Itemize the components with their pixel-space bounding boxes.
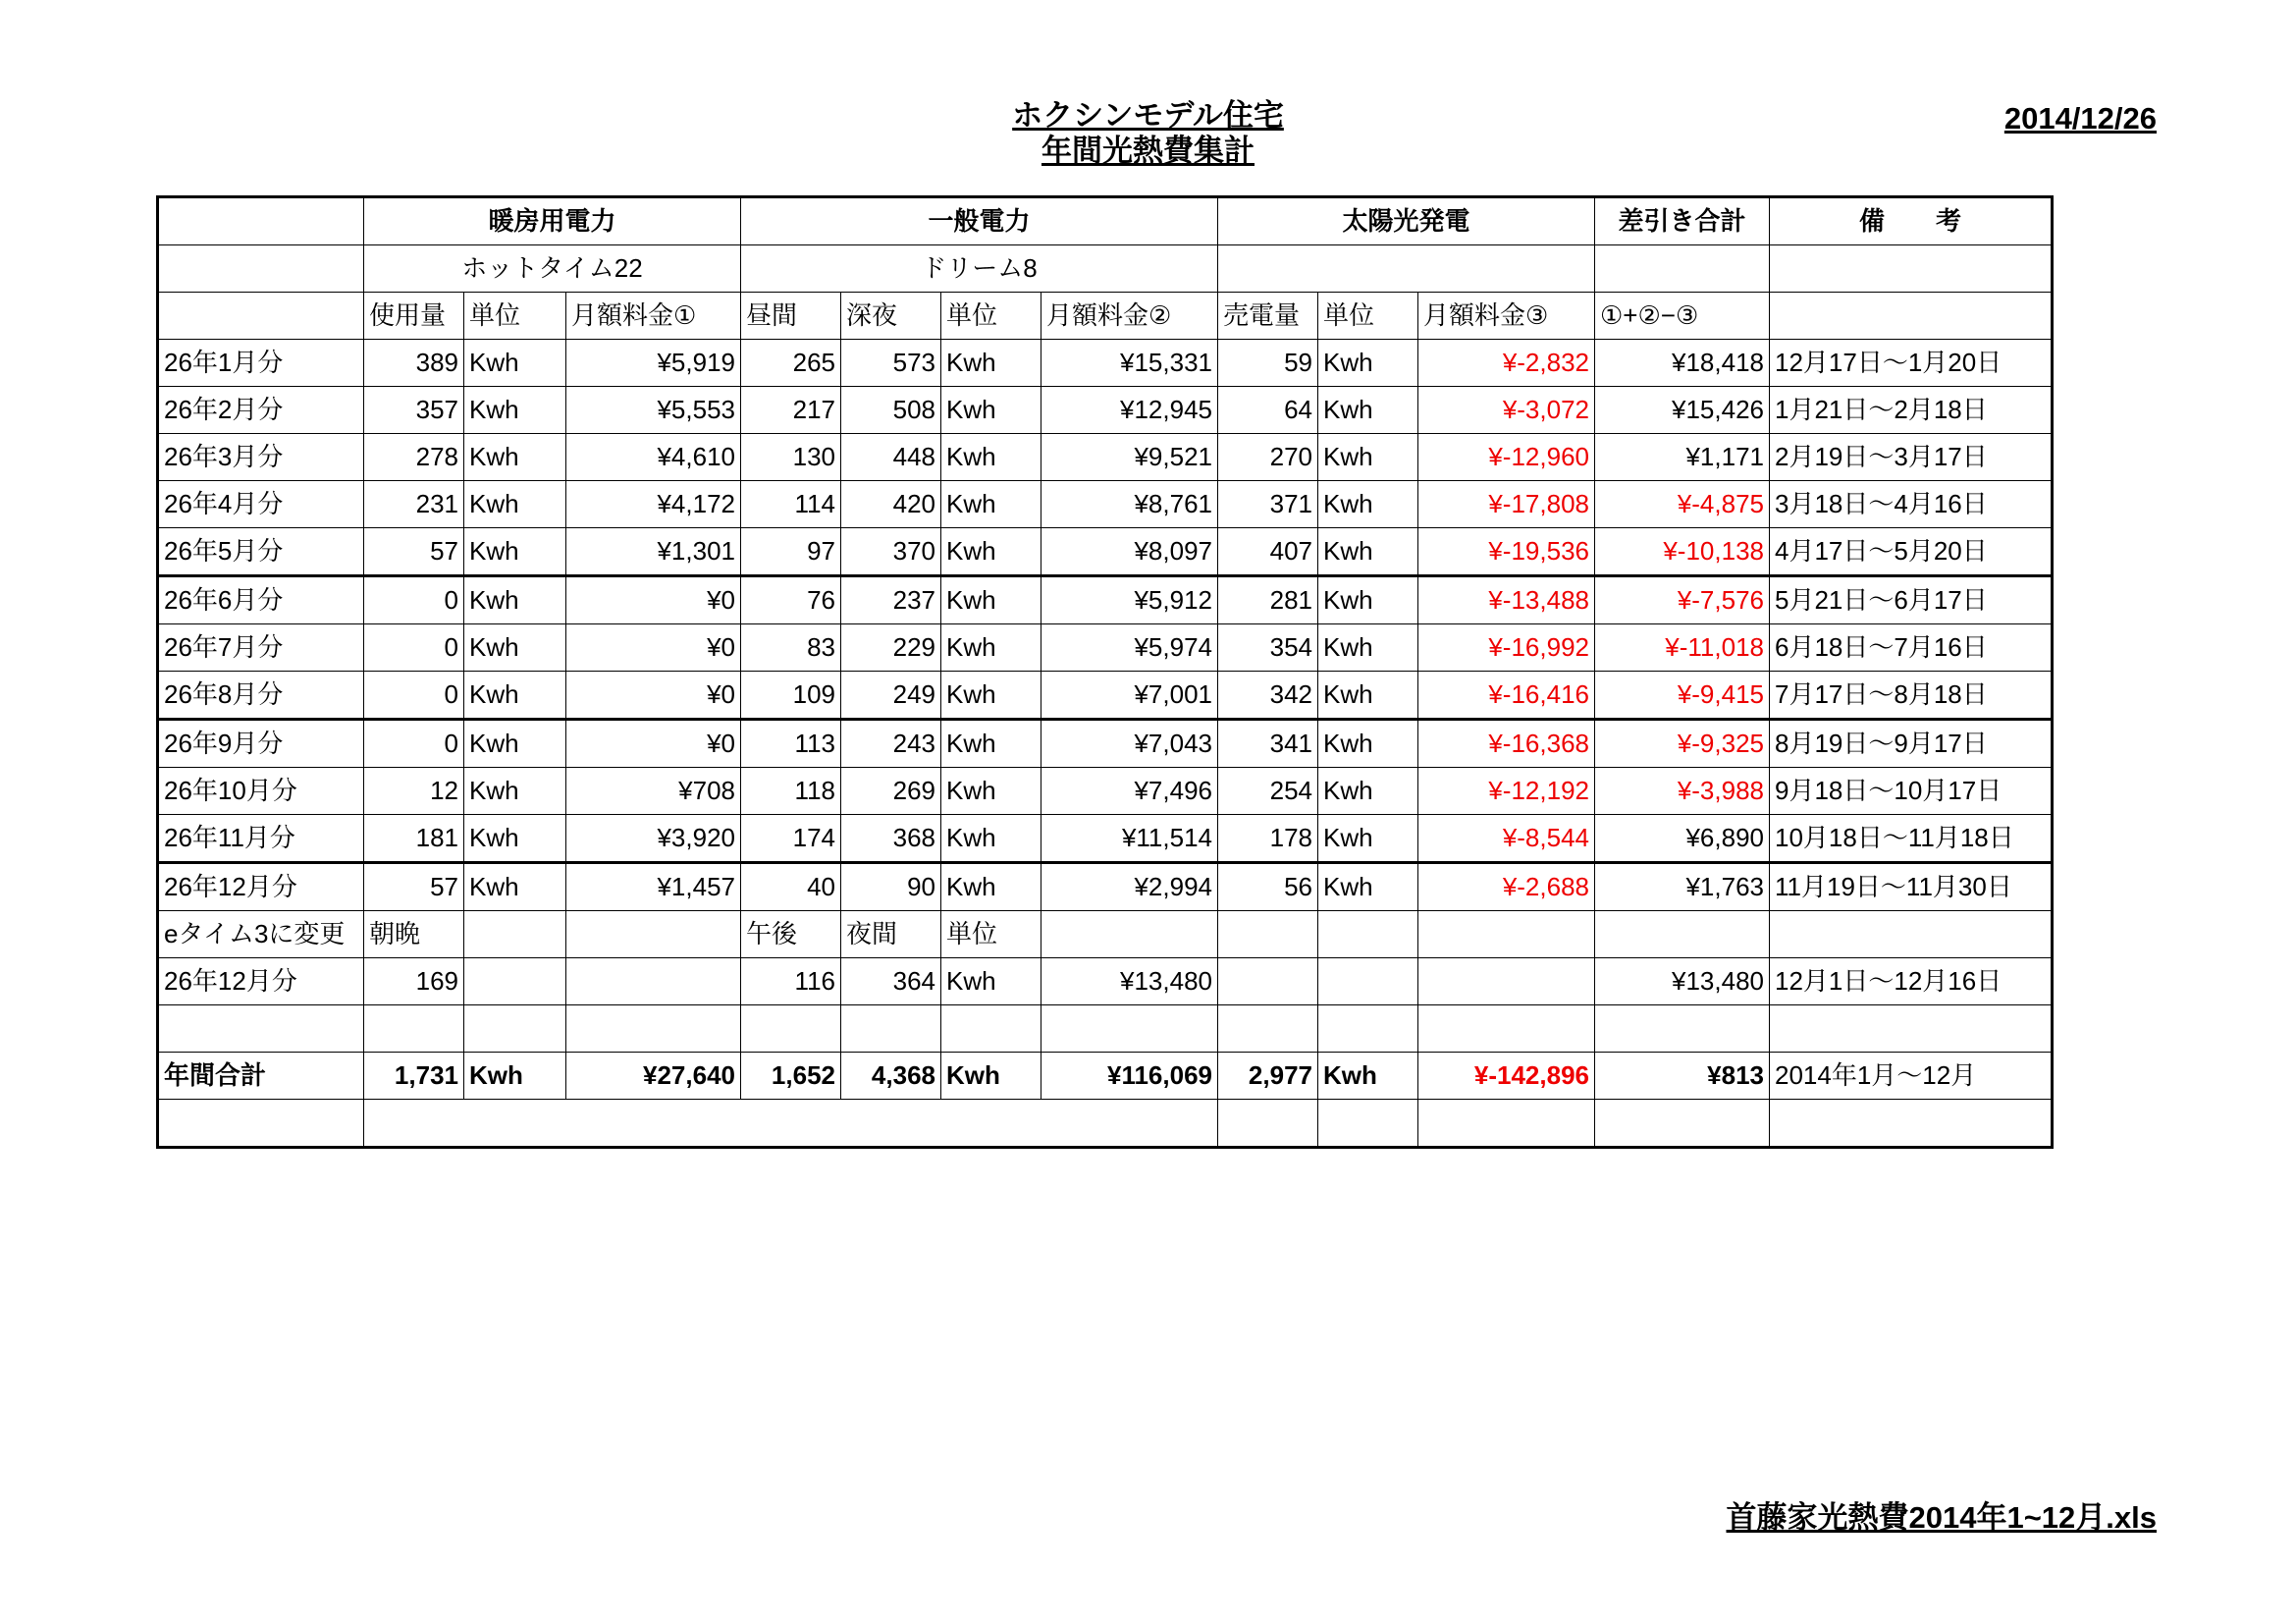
data-cell: ¥6,890 bbox=[1595, 815, 1770, 863]
data-cell: 217 bbox=[741, 387, 841, 434]
data-cell: ¥-9,325 bbox=[1595, 720, 1770, 768]
data-cell: 116 bbox=[741, 958, 841, 1005]
data-cell: Kwh bbox=[941, 528, 1041, 576]
blank-cell bbox=[566, 1005, 741, 1053]
blank-cell bbox=[1770, 1005, 2053, 1053]
data-cell: 508 bbox=[841, 387, 941, 434]
row-label: eタイム3に変更 bbox=[158, 911, 364, 958]
data-cell: 57 bbox=[364, 528, 464, 576]
data-cell: ¥0 bbox=[566, 576, 741, 624]
data-cell: ¥-4,875 bbox=[1595, 481, 1770, 528]
data-cell: ¥7,001 bbox=[1041, 672, 1218, 720]
data-cell: 341 bbox=[1218, 720, 1318, 768]
column-header: ①+②−③ bbox=[1595, 293, 1770, 340]
month-row bbox=[158, 958, 2053, 1005]
data-cell bbox=[464, 958, 566, 1005]
data-cell: 254 bbox=[1218, 768, 1318, 815]
data-cell: ¥116,069 bbox=[1041, 1053, 1218, 1100]
remarks-cell: 8月19日～9月17日 bbox=[1770, 720, 2053, 768]
data-cell bbox=[1218, 958, 1318, 1005]
data-cell: Kwh bbox=[1318, 1053, 1418, 1100]
data-cell: 130 bbox=[741, 434, 841, 481]
data-cell: Kwh bbox=[1318, 815, 1418, 863]
group-general-power: 一般電力 bbox=[741, 197, 1218, 245]
row-label: 26年1月分 bbox=[158, 340, 364, 387]
data-cell: Kwh bbox=[464, 863, 566, 911]
data-cell: Kwh bbox=[464, 340, 566, 387]
data-cell: Kwh bbox=[1318, 672, 1418, 720]
data-cell: Kwh bbox=[1318, 768, 1418, 815]
data-cell: Kwh bbox=[464, 624, 566, 672]
data-cell: Kwh bbox=[1318, 528, 1418, 576]
data-cell: 278 bbox=[364, 434, 464, 481]
blank-cell bbox=[1318, 1100, 1418, 1148]
blank-cell bbox=[158, 1005, 364, 1053]
blank-row bbox=[158, 1005, 2053, 1053]
data-cell: ¥-3,988 bbox=[1595, 768, 1770, 815]
plan-hot-time: ホットタイム22 bbox=[364, 245, 741, 293]
data-cell: Kwh bbox=[1318, 481, 1418, 528]
document-subtitle: 年間光熱費集計 bbox=[1041, 134, 1255, 168]
data-cell: ¥-142,896 bbox=[1418, 1053, 1595, 1100]
remarks-cell: 12月1日～12月16日 bbox=[1770, 958, 2053, 1005]
data-cell: ¥5,974 bbox=[1041, 624, 1218, 672]
month-row bbox=[158, 815, 2053, 863]
data-cell: ¥27,640 bbox=[566, 1053, 741, 1100]
data-cell: Kwh bbox=[941, 720, 1041, 768]
data-cell: ¥15,331 bbox=[1041, 340, 1218, 387]
data-cell bbox=[1418, 958, 1595, 1005]
month-row bbox=[158, 863, 2053, 911]
data-cell: Kwh bbox=[1318, 387, 1418, 434]
blank-cell bbox=[841, 1005, 941, 1053]
data-cell: ¥-16,992 bbox=[1418, 624, 1595, 672]
data-cell bbox=[1418, 911, 1595, 958]
data-cell: Kwh bbox=[1318, 624, 1418, 672]
data-cell: 114 bbox=[741, 481, 841, 528]
group-solar-power: 太陽光発電 bbox=[1218, 197, 1595, 245]
data-cell: Kwh bbox=[941, 863, 1041, 911]
data-cell: 83 bbox=[741, 624, 841, 672]
month-row bbox=[158, 768, 2053, 815]
blank-cell bbox=[1041, 1005, 1218, 1053]
month-row bbox=[158, 672, 2053, 720]
data-cell: ¥-9,415 bbox=[1595, 672, 1770, 720]
column-header-row bbox=[158, 293, 2053, 340]
blank-cell bbox=[1595, 1100, 1770, 1148]
data-cell: 420 bbox=[841, 481, 941, 528]
data-cell: 368 bbox=[841, 815, 941, 863]
data-cell: ¥15,426 bbox=[1595, 387, 1770, 434]
data-cell: ¥12,945 bbox=[1041, 387, 1218, 434]
data-cell: 174 bbox=[741, 815, 841, 863]
data-cell: Kwh bbox=[941, 672, 1041, 720]
data-cell: ¥-2,688 bbox=[1418, 863, 1595, 911]
data-cell: 12 bbox=[364, 768, 464, 815]
blank-cell bbox=[1318, 1005, 1418, 1053]
data-cell: ¥-13,488 bbox=[1418, 576, 1595, 624]
remarks-cell: 5月21日～6月17日 bbox=[1770, 576, 2053, 624]
data-cell: 243 bbox=[841, 720, 941, 768]
data-cell: Kwh bbox=[464, 576, 566, 624]
data-cell: 57 bbox=[364, 863, 464, 911]
blank-cell bbox=[741, 1005, 841, 1053]
row-label: 26年8月分 bbox=[158, 672, 364, 720]
blank-cell bbox=[941, 1005, 1041, 1053]
plan-dream: ドリーム8 bbox=[741, 245, 1218, 293]
row-label: 26年12月分 bbox=[158, 863, 364, 911]
month-row bbox=[158, 528, 2053, 576]
data-cell: Kwh bbox=[941, 340, 1041, 387]
remarks-cell: 10月18日～11月18日 bbox=[1770, 815, 2053, 863]
row-label: 26年11月分 bbox=[158, 815, 364, 863]
blank-row bbox=[158, 1100, 2053, 1148]
remarks-cell: 11月19日～11月30日 bbox=[1770, 863, 2053, 911]
remarks-cell: 6月18日～7月16日 bbox=[1770, 624, 2053, 672]
blank-cell bbox=[364, 1005, 464, 1053]
column-header: 月額料金③ bbox=[1418, 293, 1595, 340]
data-cell: ¥18,418 bbox=[1595, 340, 1770, 387]
data-cell: ¥-10,138 bbox=[1595, 528, 1770, 576]
month-row bbox=[158, 481, 2053, 528]
data-cell: 0 bbox=[364, 624, 464, 672]
column-header: 売電量 bbox=[1218, 293, 1318, 340]
data-cell: Kwh bbox=[941, 815, 1041, 863]
data-cell: ¥-19,536 bbox=[1418, 528, 1595, 576]
data-cell bbox=[566, 911, 741, 958]
data-cell: 178 bbox=[1218, 815, 1318, 863]
row-label: 26年3月分 bbox=[158, 434, 364, 481]
column-header: 単位 bbox=[1318, 293, 1418, 340]
remarks-cell bbox=[1770, 911, 2053, 958]
group-net-total: 差引き合計 bbox=[1595, 197, 1770, 245]
data-cell: 269 bbox=[841, 768, 941, 815]
blank-cell bbox=[1418, 1100, 1595, 1148]
data-cell: 0 bbox=[364, 672, 464, 720]
data-cell: ¥0 bbox=[566, 624, 741, 672]
row-label: 26年2月分 bbox=[158, 387, 364, 434]
blank-cell bbox=[158, 1100, 364, 1148]
blank-cell bbox=[1595, 1005, 1770, 1053]
data-cell: Kwh bbox=[464, 434, 566, 481]
row-label: 26年4月分 bbox=[158, 481, 364, 528]
data-cell: ¥-7,576 bbox=[1595, 576, 1770, 624]
data-cell: Kwh bbox=[464, 720, 566, 768]
data-cell: Kwh bbox=[464, 768, 566, 815]
data-cell: ¥7,043 bbox=[1041, 720, 1218, 768]
data-cell: ¥708 bbox=[566, 768, 741, 815]
data-cell: Kwh bbox=[941, 434, 1041, 481]
data-cell: ¥-2,832 bbox=[1418, 340, 1595, 387]
document-date: 2014/12/26 bbox=[2003, 101, 2157, 135]
data-cell: Kwh bbox=[941, 958, 1041, 1005]
data-cell: Kwh bbox=[464, 672, 566, 720]
column-header: 月額料金② bbox=[1041, 293, 1218, 340]
blank-cell bbox=[158, 197, 364, 245]
month-row bbox=[158, 434, 2053, 481]
group-heating-power: 暖房用電力 bbox=[364, 197, 741, 245]
column-header: 月額料金① bbox=[566, 293, 741, 340]
data-cell: 249 bbox=[841, 672, 941, 720]
data-cell: 40 bbox=[741, 863, 841, 911]
data-cell: ¥13,480 bbox=[1595, 958, 1770, 1005]
column-header: 単位 bbox=[464, 293, 566, 340]
row-label: 26年7月分 bbox=[158, 624, 364, 672]
data-cell: Kwh bbox=[1318, 340, 1418, 387]
data-cell: ¥8,097 bbox=[1041, 528, 1218, 576]
data-cell: 231 bbox=[364, 481, 464, 528]
blank-cell bbox=[158, 293, 364, 340]
annual-utility-table bbox=[156, 195, 2054, 1149]
data-cell: 357 bbox=[364, 387, 464, 434]
remarks-cell: 7月17日～8月18日 bbox=[1770, 672, 2053, 720]
data-cell: 265 bbox=[741, 340, 841, 387]
data-cell: ¥5,553 bbox=[566, 387, 741, 434]
data-cell: ¥5,919 bbox=[566, 340, 741, 387]
data-cell bbox=[1318, 911, 1418, 958]
data-cell: ¥-16,368 bbox=[1418, 720, 1595, 768]
data-cell: ¥-16,416 bbox=[1418, 672, 1595, 720]
data-cell: 113 bbox=[741, 720, 841, 768]
data-cell: ¥4,172 bbox=[566, 481, 741, 528]
data-cell: 270 bbox=[1218, 434, 1318, 481]
data-cell: Kwh bbox=[941, 481, 1041, 528]
remarks-cell: 12月17日～1月20日 bbox=[1770, 340, 2053, 387]
data-cell: ¥1,171 bbox=[1595, 434, 1770, 481]
data-cell: ¥813 bbox=[1595, 1053, 1770, 1100]
annual-total-row bbox=[158, 1053, 2053, 1100]
data-cell: 281 bbox=[1218, 576, 1318, 624]
row-label: 26年9月分 bbox=[158, 720, 364, 768]
data-cell: 朝晩 bbox=[364, 911, 464, 958]
data-cell: ¥13,480 bbox=[1041, 958, 1218, 1005]
month-row bbox=[158, 340, 2053, 387]
data-cell: Kwh bbox=[941, 1053, 1041, 1100]
data-cell: 371 bbox=[1218, 481, 1318, 528]
data-cell bbox=[1218, 911, 1318, 958]
data-cell: Kwh bbox=[1318, 576, 1418, 624]
remarks-cell: 2月19日～3月17日 bbox=[1770, 434, 2053, 481]
data-cell: Kwh bbox=[941, 387, 1041, 434]
data-cell: Kwh bbox=[464, 387, 566, 434]
data-cell: Kwh bbox=[1318, 434, 1418, 481]
data-cell: ¥7,496 bbox=[1041, 768, 1218, 815]
data-cell bbox=[464, 911, 566, 958]
data-cell: 76 bbox=[741, 576, 841, 624]
column-header: 使用量 bbox=[364, 293, 464, 340]
data-cell: 64 bbox=[1218, 387, 1318, 434]
data-cell: 0 bbox=[364, 576, 464, 624]
data-cell: 0 bbox=[364, 720, 464, 768]
month-row bbox=[158, 624, 2053, 672]
group-header-row bbox=[158, 197, 2053, 245]
data-cell: Kwh bbox=[464, 481, 566, 528]
remarks-cell: 2014年1月～12月 bbox=[1770, 1053, 2053, 1100]
month-row bbox=[158, 576, 2053, 624]
blank-cell bbox=[364, 1100, 1218, 1148]
blank-cell bbox=[1595, 245, 1770, 293]
data-cell: 370 bbox=[841, 528, 941, 576]
data-cell bbox=[1041, 911, 1218, 958]
month-row bbox=[158, 720, 2053, 768]
data-cell: ¥-12,960 bbox=[1418, 434, 1595, 481]
tariff-change-row bbox=[158, 911, 2053, 958]
data-cell: Kwh bbox=[941, 624, 1041, 672]
data-cell: ¥4,610 bbox=[566, 434, 741, 481]
data-cell: 573 bbox=[841, 340, 941, 387]
data-cell: ¥0 bbox=[566, 720, 741, 768]
data-cell: 午後 bbox=[741, 911, 841, 958]
document-title: ホクシンモデル住宅 bbox=[1012, 98, 1284, 133]
blank-cell bbox=[1418, 1005, 1595, 1053]
data-cell: 229 bbox=[841, 624, 941, 672]
data-cell: 夜間 bbox=[841, 911, 941, 958]
data-cell: 4,368 bbox=[841, 1053, 941, 1100]
data-cell: 118 bbox=[741, 768, 841, 815]
data-cell bbox=[1318, 958, 1418, 1005]
data-cell: 1,731 bbox=[364, 1053, 464, 1100]
data-cell: 364 bbox=[841, 958, 941, 1005]
row-label: 26年12月分 bbox=[158, 958, 364, 1005]
data-cell: Kwh bbox=[464, 1053, 566, 1100]
blank-cell bbox=[1770, 245, 2053, 293]
data-cell: ¥-17,808 bbox=[1418, 481, 1595, 528]
data-cell: ¥5,912 bbox=[1041, 576, 1218, 624]
data-cell: ¥1,301 bbox=[566, 528, 741, 576]
file-name: 首藤家光熱費2014年1~12月.xls bbox=[1726, 1500, 2157, 1535]
data-cell: 169 bbox=[364, 958, 464, 1005]
data-cell: Kwh bbox=[1318, 720, 1418, 768]
data-cell: Kwh bbox=[464, 528, 566, 576]
column-header: 昼間 bbox=[741, 293, 841, 340]
data-cell: Kwh bbox=[941, 576, 1041, 624]
data-cell: ¥-3,072 bbox=[1418, 387, 1595, 434]
data-cell: 389 bbox=[364, 340, 464, 387]
data-cell: 単位 bbox=[941, 911, 1041, 958]
row-label: 26年6月分 bbox=[158, 576, 364, 624]
plan-header-row bbox=[158, 245, 2053, 293]
data-cell: 354 bbox=[1218, 624, 1318, 672]
data-cell: ¥8,761 bbox=[1041, 481, 1218, 528]
blank-cell bbox=[1218, 1005, 1318, 1053]
row-label: 26年5月分 bbox=[158, 528, 364, 576]
blank-cell bbox=[464, 1005, 566, 1053]
data-cell: ¥-12,192 bbox=[1418, 768, 1595, 815]
data-cell: ¥3,920 bbox=[566, 815, 741, 863]
data-cell bbox=[566, 958, 741, 1005]
row-label: 26年10月分 bbox=[158, 768, 364, 815]
data-cell: ¥1,457 bbox=[566, 863, 741, 911]
group-remarks: 備 考 bbox=[1770, 197, 2053, 245]
data-cell: 59 bbox=[1218, 340, 1318, 387]
data-cell: 342 bbox=[1218, 672, 1318, 720]
data-cell: ¥-8,544 bbox=[1418, 815, 1595, 863]
blank-cell bbox=[1218, 245, 1595, 293]
column-header: 単位 bbox=[941, 293, 1041, 340]
data-cell: 1,652 bbox=[741, 1053, 841, 1100]
data-cell: ¥11,514 bbox=[1041, 815, 1218, 863]
data-cell: 181 bbox=[364, 815, 464, 863]
data-cell: 407 bbox=[1218, 528, 1318, 576]
data-cell: Kwh bbox=[1318, 863, 1418, 911]
data-cell: Kwh bbox=[464, 815, 566, 863]
data-cell: ¥1,763 bbox=[1595, 863, 1770, 911]
data-cell bbox=[1595, 911, 1770, 958]
blank-cell bbox=[1770, 1100, 2053, 1148]
blank-cell bbox=[1770, 293, 2053, 340]
remarks-cell: 9月18日～10月17日 bbox=[1770, 768, 2053, 815]
remarks-cell: 3月18日～4月16日 bbox=[1770, 481, 2053, 528]
data-cell: 56 bbox=[1218, 863, 1318, 911]
blank-cell bbox=[1218, 1100, 1318, 1148]
data-cell: ¥-11,018 bbox=[1595, 624, 1770, 672]
data-cell: 237 bbox=[841, 576, 941, 624]
data-cell: ¥2,994 bbox=[1041, 863, 1218, 911]
data-cell: ¥0 bbox=[566, 672, 741, 720]
data-cell: Kwh bbox=[941, 768, 1041, 815]
data-cell: 90 bbox=[841, 863, 941, 911]
data-cell: 97 bbox=[741, 528, 841, 576]
remarks-cell: 1月21日～2月18日 bbox=[1770, 387, 2053, 434]
column-header: 深夜 bbox=[841, 293, 941, 340]
month-row bbox=[158, 387, 2053, 434]
data-cell: 109 bbox=[741, 672, 841, 720]
remarks-cell: 4月17日～5月20日 bbox=[1770, 528, 2053, 576]
data-cell: 2,977 bbox=[1218, 1053, 1318, 1100]
blank-cell bbox=[158, 245, 364, 293]
data-cell: 448 bbox=[841, 434, 941, 481]
row-label: 年間合計 bbox=[158, 1053, 364, 1100]
data-cell: ¥9,521 bbox=[1041, 434, 1218, 481]
